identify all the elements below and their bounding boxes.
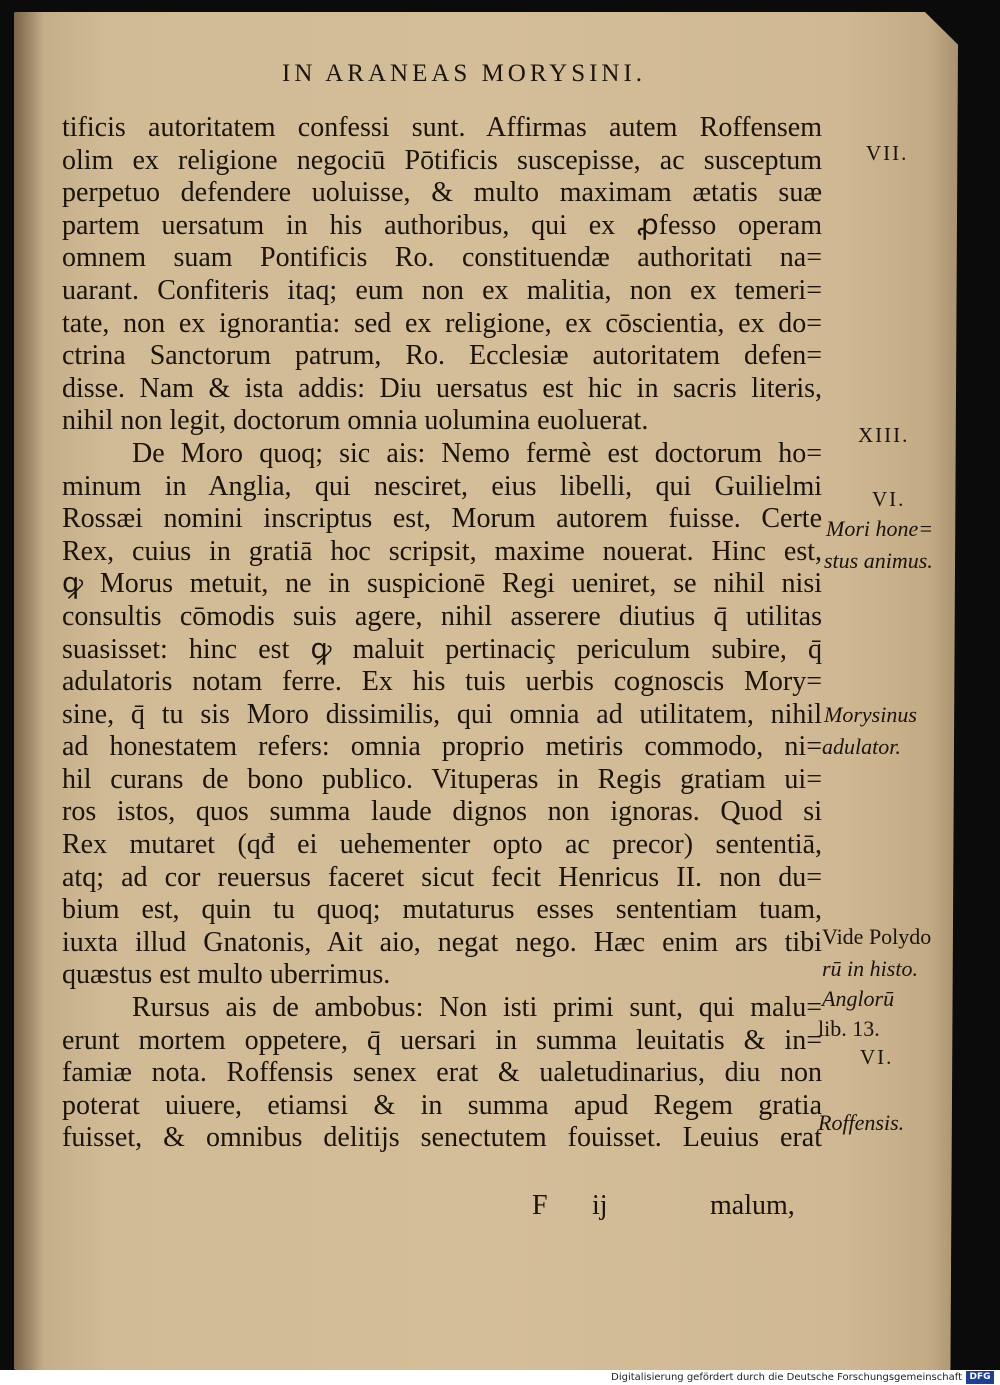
marginal-note: Mori hone= (826, 516, 934, 541)
signature-mark: F (532, 1190, 548, 1221)
marginal-note: Roffensis. (818, 1110, 905, 1135)
funding-note: Digitalisierung gefördert durch die Deutsche Forschungsgemeinschaft (611, 1372, 962, 1383)
main-text-block (62, 112, 822, 1155)
text-line: omnem suam Pontificis Ro. constituendæ authoritati na= (62, 242, 822, 274)
text-line: De Moro quoq; sic ais: Nemo fermè est doctorum ho= (132, 437, 822, 469)
marginal-note: lib. 13. (818, 1016, 880, 1041)
text-line: hil curans de bono publico. Vituperas in Regis gratiam ui= (62, 763, 822, 795)
dfg-logo-icon: DFG (966, 1371, 994, 1384)
text-line: tificis autoritatem confessi sunt. Affirmas autem Roffensem (62, 112, 822, 143)
text-line: Rex mutaret (qđ ei uehementer opto ac precor) sententiā, (62, 829, 822, 861)
marginal-note: VI. (872, 487, 906, 511)
folio-mark: ij (592, 1190, 608, 1221)
text-line: sine, q̄ tu sis Moro dissimilis, qui omnia ad utilitatem, nihil (62, 698, 822, 730)
text-line: uarant. Confiteris itaq; eum non ex malitia, non ex temeri= (62, 274, 822, 306)
text-line: ad honestatem refers: omnia proprio metiris commodo, ni= (62, 731, 822, 763)
text-line: poterat uiuere, etiamsi & in summa apud Regem gratia (62, 1089, 822, 1121)
text-line: Rursus ais de ambobus: Non isti primi sunt, qui malu= (132, 992, 822, 1024)
text-line: disse. Nam & ista addis: Diu uersatus est hic in sacris literis, (62, 372, 822, 404)
text-line: tate, non ex ignorantia: sed ex religione, ex cōscientia, ex do= (62, 307, 822, 339)
running-head: IN ARANEAS MORYSINI. (282, 60, 647, 87)
text-line: minum in Anglia, qui nesciret, eius libelli, qui Guilielmi (62, 470, 822, 502)
text-line: perpetuo defendere uoluisse, & multo maximam ætatis suæ (62, 177, 822, 209)
text-line: partem uersatum in his authoribus, qui ex ꝓfesso operam (62, 209, 822, 241)
text-line: Rossæi nomini inscriptus est, Morum autorem fuisse. Certe (62, 503, 822, 535)
text-line: nihil non legit, doctorum omnia uolumina euoluerat. (62, 405, 649, 437)
marginal-note: stus animus. (824, 548, 933, 573)
text-line: ꝙ Morus metuit, ne in suspicionē Regi ueniret, se nihil nisi (62, 568, 822, 600)
text-line: olim ex religione negociū Pōtificis suscepisse, ac susceptum (62, 144, 822, 176)
text-line: Rex, cuius in gratiā hoc scripsit, maxime nouerat. Hinc est, (62, 535, 822, 567)
text-line: ctrina Sanctorum patrum, Ro. Ecclesiæ autoritatem defen= (62, 340, 822, 372)
text-line: adulatoris notam ferre. Ex his tuis uerbis cognoscis Mory= (62, 666, 822, 698)
text-line: famiæ nota. Roffensis senex erat & ualetudinarius, diu non (62, 1057, 822, 1089)
marginal-note: Vide Polydo (822, 924, 932, 949)
text-line: bium est, quin tu quoq; mutaturus esses sententiam tuam, (62, 894, 822, 926)
text-line: atq; ad cor reuersus faceret sicut fecit Henricus II. non du= (62, 861, 822, 893)
text-line: quæstus est multo uberrimus. (62, 959, 391, 991)
marginal-note: VI. (860, 1045, 894, 1069)
catchword: malum, (710, 1190, 795, 1221)
marginal-note: adulator. (822, 734, 901, 759)
marginal-note: rū in histo. (822, 956, 918, 981)
page-footer-line (62, 1190, 822, 1224)
text-line: erunt mortem oppetere, q̄ uersari in summa leuitatis & in= (62, 1024, 822, 1056)
marginal-note: Morysinus (824, 702, 917, 727)
marginal-note: Anglorū (822, 986, 895, 1011)
text-line: fuisset, & omnibus delitijs senectutem fouisset. Leuius erat (62, 1122, 822, 1154)
text-line: iuxta illud Gnatonis, Ait aio, negat nego. Hæc enim ars tibi (62, 926, 822, 958)
marginal-note: XIII. (858, 423, 910, 447)
text-line: suasisset: hinc est ꝙ maluit pertinaciç periculum subire, q̄ (62, 633, 822, 665)
text-line: consultis cōmodis suis agere, nihil asserere diutius q̄ utilitas (62, 600, 822, 632)
marginal-note: VII. (866, 141, 909, 165)
text-line: ros istos, quos summa laude dignos non ignoras. Quod si (62, 796, 822, 828)
